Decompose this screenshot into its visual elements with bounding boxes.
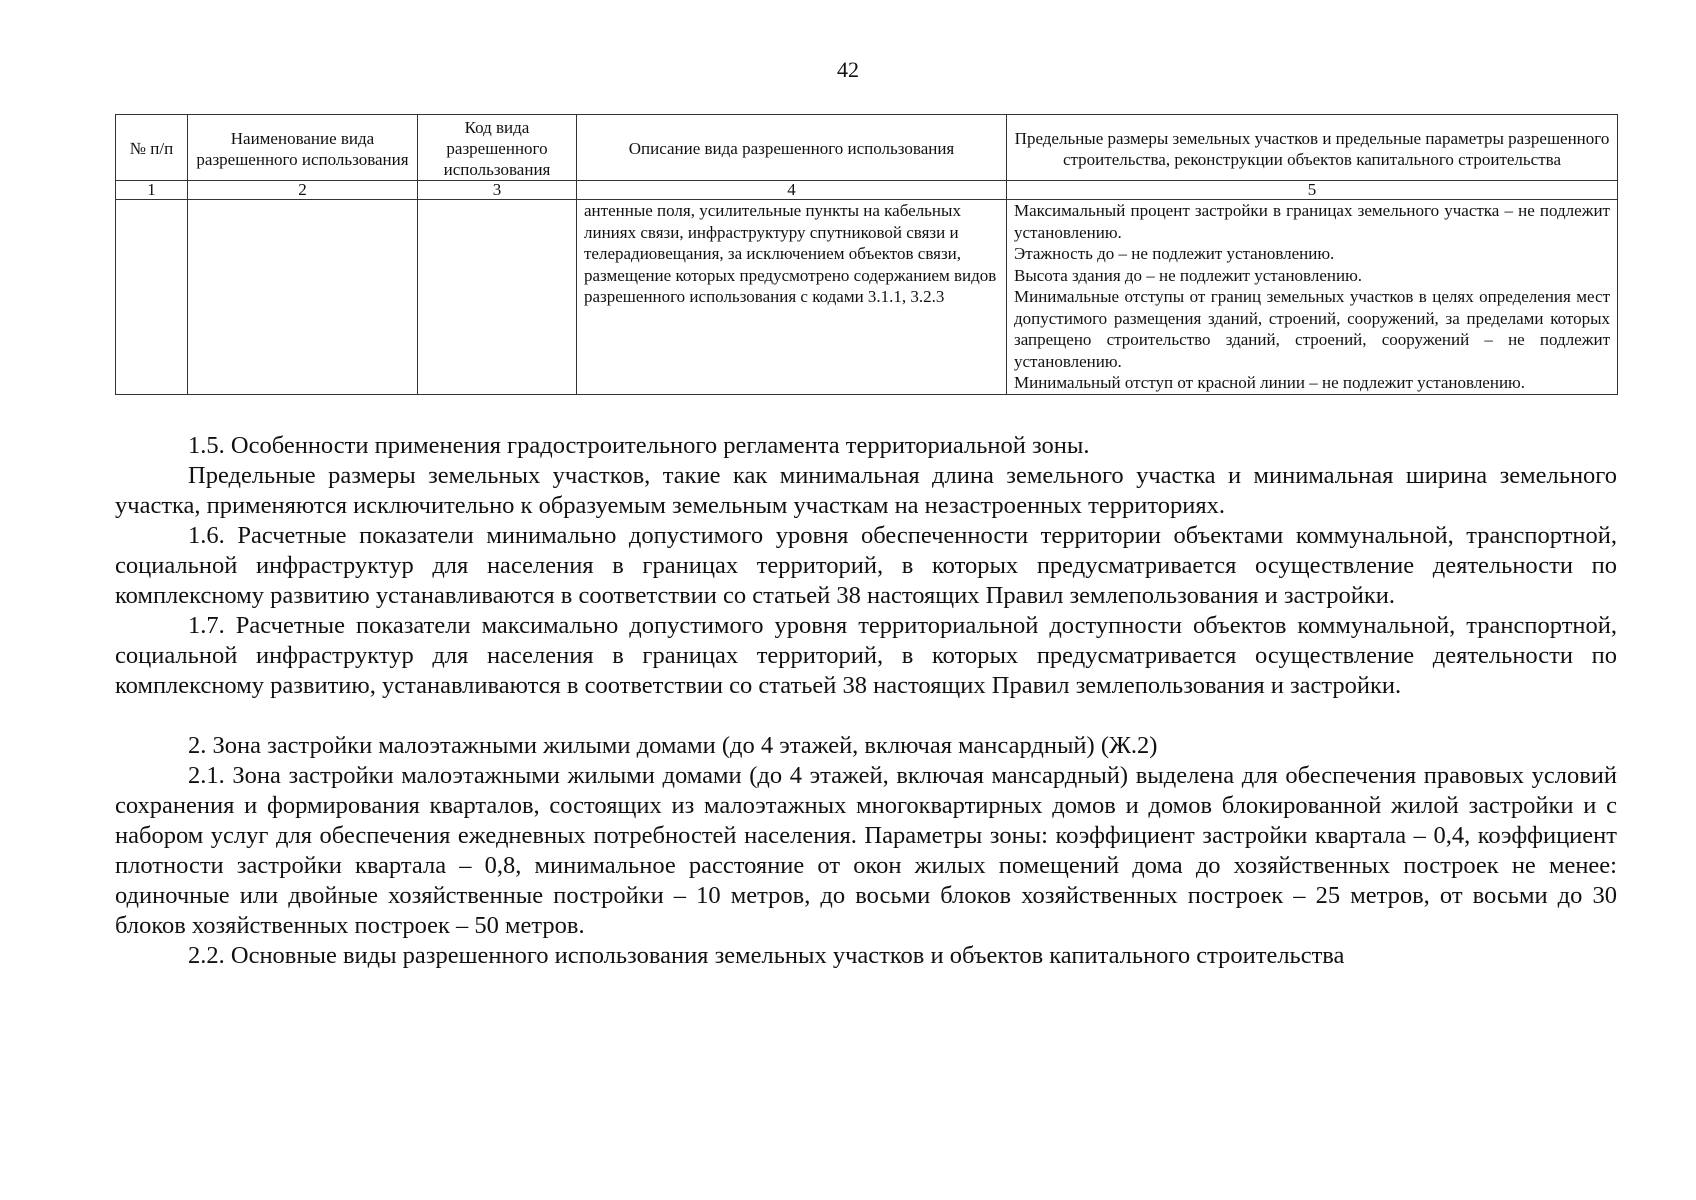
cell-params	[1007, 200, 1618, 395]
cell-code	[418, 200, 577, 395]
cell-name	[188, 200, 418, 395]
column-number: 2	[188, 181, 418, 200]
cell-description: антенные поля, усилительные пункты на кабельных линиях связи, инфраструктуру спутниковой связи и телерадиовещания, за исключением объектов связи, размещение которых предусмотрено содержанием видов разрешенного использования с кодами 3.1.1, 3.2.3	[577, 200, 1007, 395]
paragraph-2-1: 2.1. Зона застройки малоэтажными жилыми домами (до 4 этажей, включая мансардный) выделена для обеспечения правовых условий сохранения и формирования кварталов, состоящих из малоэтажных многоквартирных домов и домов блокированной жилой застройки и с набором услуг для обеспечения ежедневных потребностей населения. Параметры зоны: коэффициент застройки квартала – 0,4, коэффициент плотности застройки квартала – 0,8, минимальное расстояние от окон жилых помещений дома до хозяйственных построек не менее: одиночные или двойные хозяйственные постройки – 10 метров, до восьми блоков хозяйственных построек – 25 метров, от восьми до 30 блоков хозяйственных построек – 50 метров.	[115, 762, 1617, 939]
param-line: Минимальный отступ от красной линии – не подлежит установлению.	[1014, 373, 1525, 392]
column-number-row	[116, 181, 1618, 200]
param-line: Максимальный процент застройки в границах земельного участка – не подлежит установлению.	[1014, 201, 1610, 242]
cell-num	[116, 200, 188, 395]
param-line: Высота здания до – не подлежит установлению.	[1014, 265, 1363, 285]
paragraph-1-5: 1.5. Особенности применения градостроительного регламента территориальной зоны.	[188, 432, 1090, 459]
paragraph-1-6: 1.6. Расчетные показатели минимально допустимого уровня обеспеченности территории объектами коммунальной, транспортной, социальной инфраструктур для населения в границах территорий, в которых предусматривается осуществление деятельности по комплексному развитию устанавливаются в соответствии со статьей 38 настоящих Правил землепользования и застройки.	[115, 522, 1617, 609]
param-line: Минимальные отступы от границ земельных участков в целях определения мест допустимого размещения зданий, строений, сооружений, за пределами которых запрещено строительство зданий, строений, сооружений – не подлежит установлению.	[1014, 287, 1610, 371]
column-number: 1	[116, 181, 188, 200]
param-line: Этажность до – не подлежит установлению.	[1014, 244, 1335, 263]
paragraph-plot-sizes: Предельные размеры земельных участков, такие как минимальная длина земельного участка и минимальная ширина земельного участка, применяются исключительно к образуемым земельным участкам на незастроенных территориях.	[115, 462, 1617, 519]
land-use-table	[115, 114, 1618, 395]
paragraph-1-7: 1.7. Расчетные показатели максимально допустимого уровня территориальной доступности объектов коммунальной, транспортной, социальной инфраструктур для населения в границах территорий, в которых предусматривается осуществление деятельности по комплексному развитию, устанавливаются в соответствии со статьей 38 настоящих Правил землепользования и застройки.	[115, 612, 1617, 699]
paragraph-2-2: 2.2. Основные виды разрешенного использования земельных участков и объектов капитального строительства	[188, 942, 1345, 969]
header-params: Предельные размеры земельных участков и предельные параметры разрешенного строительства, реконструкции объектов капитального строительства	[1007, 115, 1618, 181]
document-body	[115, 431, 1617, 971]
header-description: Описание вида разрешенного использования	[577, 115, 1007, 181]
table-header-row	[116, 115, 1618, 181]
section-heading-2: 2. Зона застройки малоэтажными жилыми домами (до 4 этажей, включая мансардный) (Ж.2)	[188, 732, 1158, 759]
header-num: № п/п	[116, 115, 188, 181]
column-number: 5	[1007, 181, 1618, 200]
header-name: Наименование вида разрешенного использования	[188, 115, 418, 181]
table-row	[116, 200, 1618, 395]
column-number: 4	[577, 181, 1007, 200]
header-code: Код вида разрешенного использования	[418, 115, 577, 181]
column-number: 3	[418, 181, 577, 200]
page-number: 42	[837, 57, 859, 82]
